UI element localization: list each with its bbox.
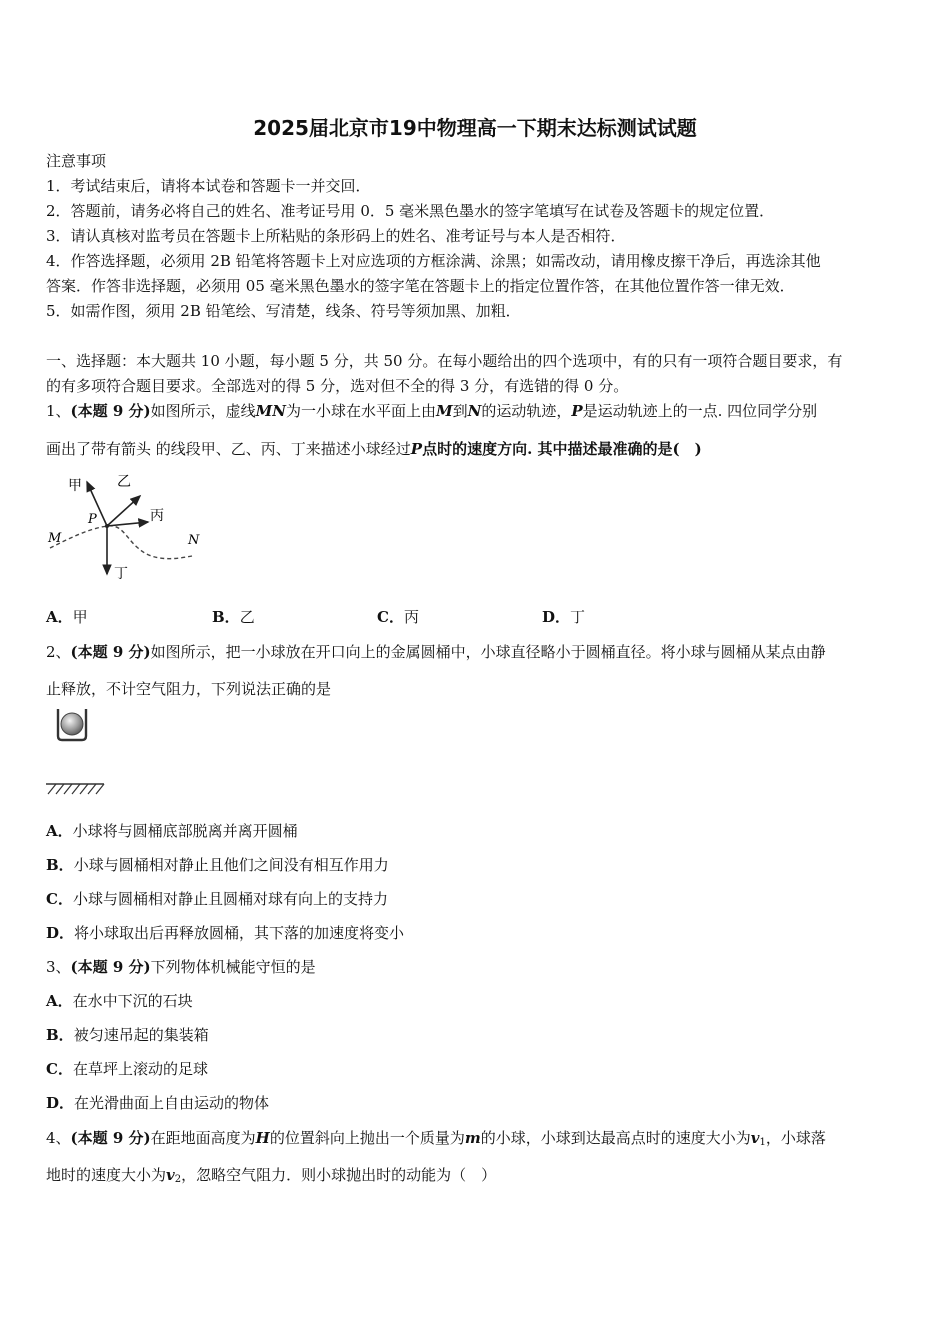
notice-item: 3．请认真核对监考员在答题卡上所粘贴的条形码上的姓名、准考证号与本人是否相符． (46, 227, 626, 245)
arrow-bing (107, 522, 148, 526)
bucket-ball-figure (44, 706, 108, 802)
question-4-line-1: 4、(本题 9 分)在距地面高度为H的位置斜向上抛出一个质量为m的小球，小球到达最高点时的速度大小为$v_1$，小球落 (46, 1129, 826, 1148)
trajectory-curve (50, 526, 192, 559)
arrow-yi (107, 496, 140, 526)
question-3-line: 3、(本题 9 分)下列物体机械能守恒的是 (46, 958, 316, 976)
question-4-line-2: 地时的速度大小为$v_2$，忽略空气阻力．则小球抛出时的动能为（ ） (46, 1166, 497, 1185)
notice-item: 5．如需作图，须用 2B 铅笔绘、写清楚，线条、符号等须加黑、加粗． (46, 302, 521, 320)
question-2-line-2: 止释放，不计空气阻力，下列说法正确的是 (46, 680, 332, 698)
question-3-option-d: D．在光滑曲面上自由运动的物体 (46, 1094, 270, 1112)
label-p: P (88, 512, 97, 527)
notice-item: 答案．作答非选择题，必须用 05 毫米黑色墨水的签字笔在答题卡上的指定位置作答，在其他位置作答一律无效． (46, 277, 795, 295)
velocity-direction-figure (40, 466, 220, 586)
ball (61, 713, 83, 735)
question-2-option-b: B．小球与圆桶相对静止且他们之间没有相互作用力 (46, 856, 389, 874)
question-3-option-a: A．在水中下沉的石块 (46, 992, 193, 1010)
label-n: N (188, 533, 200, 548)
option-b: B．乙 (212, 608, 255, 626)
question-1-line-1: 1、(本题 9 分)如图所示，虚线MN为一小球在水平面上由M到N的运动轨迹，P是运动轨迹上的一点. 四位同学分别 (46, 402, 818, 420)
label-ding: 丁 (114, 566, 128, 582)
notice-heading: 注意事项 (46, 152, 107, 170)
option-d: D．丁 (542, 608, 586, 626)
option-c: C．丙 (377, 608, 419, 626)
question-3-option-b: B．被匀速吊起的集装箱 (46, 1026, 209, 1044)
page-title: 2025届北京市19中物理高一下期末达标测试试题 (253, 116, 697, 140)
label-yi: 乙 (117, 474, 131, 490)
ground-hatch (48, 784, 104, 794)
label-jia: 甲 (68, 478, 82, 494)
question-2-option-d: D．将小球取出后再释放圆桶，其下落的加速度将变小 (46, 924, 405, 942)
label-bing: 丙 (150, 508, 164, 524)
label-m: M (48, 531, 62, 546)
question-1-line-2: 画出了带有箭头 的线段甲、乙、丙、丁来描述小球经过P点时的速度方向. 其中描述最准确的是( ) (46, 440, 702, 458)
notice-item: 2．答题前，请务必将自己的姓名、准考证号用 0．5 毫米黑色墨水的签字笔填写在试卷及答题卡的规定位置． (46, 202, 775, 220)
notice-item: 1．考试结束后，请将本试卷和答题卡一并交回． (46, 177, 371, 195)
section-intro: 的有多项符合题目要求。全部选对的得 5 分，选对但不全的得 3 分，有选错的得 0 分。 (46, 377, 629, 395)
section-intro: 一、选择题：本大题共 10 小题，每小题 5 分，共 50 分。在每小题给出的四个选项中，有的只有一项符合题目要求，有 (46, 352, 843, 370)
question-2-option-c: C．小球与圆桶相对静止且圆桶对球有向上的支持力 (46, 890, 388, 908)
question-2-option-a: A．小球将与圆桶底部脱离并离开圆桶 (46, 822, 298, 840)
notice-item: 4．作答选择题，必须用 2B 铅笔将答题卡上对应选项的方框涂满、涂黑；如需改动，请用橡皮擦干净后，再选涂其他 (46, 252, 821, 270)
question-3-option-c: C．在草坪上滚动的足球 (46, 1060, 208, 1078)
question-2-line-1: 2、(本题 9 分)如图所示，把一小球放在开口向上的金属圆桶中，小球直径略小于圆桶直径。将小球与圆桶从某点由静 (46, 643, 826, 661)
option-a: A．甲 (46, 608, 88, 626)
